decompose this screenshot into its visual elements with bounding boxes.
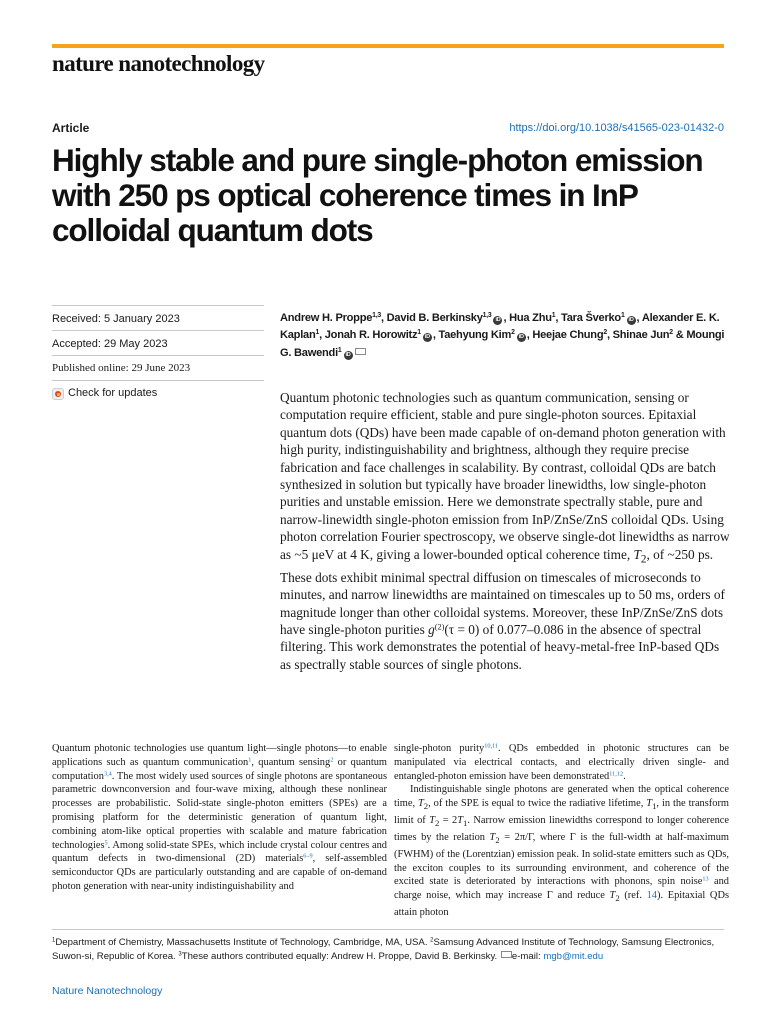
math-subscript: 2 (434, 818, 440, 829)
orcid-icon: iD (424, 334, 430, 341)
body-text: , in the transform limit of (394, 798, 729, 827)
math-subscript: 1 (652, 801, 657, 812)
math-symbol: T (418, 798, 424, 810)
footnote-divider (52, 929, 724, 930)
author-affiliation: 1 (315, 329, 320, 337)
affiliations-text (52, 937, 714, 962)
author-separator: , (432, 329, 439, 342)
body-text: . Narrow emission linewidths correspond to longer coherence times by the relation (394, 815, 729, 843)
body-text: (ref. (619, 890, 647, 902)
reference-marker: 6–9 (303, 852, 313, 860)
footer-journal-name[interactable]: Nature Nanotechnology (52, 985, 163, 997)
author-name: Jonah R. Horowitz (324, 329, 418, 342)
math-symbol: T (609, 890, 616, 902)
author-separator: , (380, 312, 387, 324)
author-separator: , (555, 312, 562, 324)
accepted-date: Accepted: 29 May 2023 (52, 338, 168, 350)
email-link[interactable]: mgb@mit.edu (543, 951, 604, 962)
abstract-superscript: (2) (434, 622, 445, 632)
author-affiliation: 2 (511, 329, 515, 337)
abstract-subscript: 2 (640, 553, 647, 566)
email-icon (501, 951, 512, 958)
abstract-text: , of ~250 ps. These dots exhibit minimal spectral diffusion on timescales of microseconds to minutes, and narrow linewidths are maintained on timescales up to 50 ms, orders of magnitude longer than other colloidal systems. Moreover, these InP/ZnSe/ZnS dots have single-photon purities (280, 546, 725, 637)
body-text: , quantum sensing (251, 756, 331, 768)
author-affiliation: 1 (620, 312, 625, 320)
author-name: Heejae Chung (532, 329, 604, 342)
author-affiliation: 2 (603, 329, 607, 337)
reference-link[interactable]: 14 (646, 890, 657, 902)
body-text: . Among solid-state SPEs, which include crystal colour centres and quantum defects in two-dimensional (2D) materials (52, 839, 387, 865)
abstract-symbol: T (633, 546, 641, 562)
author-name: Alexander E. K. Kaplan (280, 312, 720, 342)
reference-marker: 5 (104, 839, 108, 847)
body-text: = 2π/Γ, where Γ is the full-width at half-maximum (FWHM) of the (Lorentzian) emission peak. In solid-state emitters such as QDs, the exciton couples to its surrounding environment, and coherence of the excited state is deteriorated by interactions with phonons, spin noise (394, 831, 729, 888)
author-name: Shinae Jun (612, 329, 670, 342)
abstract-text: (τ = 0) of 0.077–0.086 in the absence of spectral filtering. This work demonstrates the potential of heavy-metal-free InP-based QDs as spectrally stable sources of single photons. (280, 621, 720, 672)
author-affiliation: 1 (551, 312, 556, 320)
author-affiliation: 1 (417, 329, 421, 337)
body-paragraph (394, 742, 729, 783)
author-affiliation: 1 (337, 347, 342, 355)
abstract-symbol: g (428, 621, 435, 637)
body-paragraph (394, 783, 729, 919)
reference-marker: 11,12 (609, 770, 624, 778)
math-symbol: T (429, 815, 435, 827)
abstract-text: Quantum photonic technologies such as quantum communication, sensing or computation require efficient, stable and pure single-photon sources. Epitaxial quantum dots (QDs) have been made capable of on-demand photon generation with high purity, indistinguishability and brightness, although they require precise fabrication and face challenges in scalability. By contrast, colloidal QDs are batch synthesized in solution but typically have broader linewidths, low single-photon purities and unstable emission. Here we demonstrate spectrally stable, pure and narrow-linewidth single-photon emission from InP/ZnSe/ZnS colloidal QDs. Using photon correlation Fourier spectroscopy, we observe single-dot linewidths as narrow as ~5 μeV at 4 K, giving a lower-bounded optical coherence time, (280, 390, 730, 562)
meta-divider (52, 355, 264, 356)
author-separator: , (319, 329, 325, 342)
body-text: These authors contributed equally: Andrew H. Proppe, David B. Berkinsky. (181, 951, 500, 962)
orcid-icon: iD (345, 351, 351, 358)
math-subscript: 2 (495, 835, 500, 846)
math-symbol: T (646, 798, 653, 810)
author-affiliation: 2 (669, 329, 673, 337)
body-column-right (394, 742, 729, 920)
author-separator: , (503, 312, 510, 324)
author-affiliation: 1,3 (372, 312, 381, 320)
affiliations-footnote (52, 936, 724, 964)
reference-marker: 10,11 (484, 742, 498, 750)
math-subscript: 1 (463, 818, 468, 829)
journal-name[interactable]: nature nanotechnology (52, 51, 265, 76)
orcid-icon: iD (518, 334, 524, 341)
body-text: ). Epitaxial QDs attain photon (394, 890, 729, 919)
author-name: Hua Zhu (509, 312, 552, 324)
check-for-updates-button[interactable] (52, 385, 264, 405)
author-separator: , (526, 329, 533, 342)
body-text: . QDs embedded in photonic structures can be manipulated via electrical contacts, and electrically driven single- and entangled-photon emission have been demonstrated (394, 743, 729, 782)
email-icon (355, 348, 366, 355)
body-text: single-photon purity (394, 743, 485, 754)
author-separator: , (636, 312, 642, 324)
body-column-left (52, 742, 387, 894)
body-text: , self-assembled semiconductor QDs are particularly outstanding and are capable of on-demand photon generation with near-unity indistinguishability and (52, 853, 387, 892)
received-date: Received: 5 January 2023 (52, 313, 180, 325)
header-accent-bar (52, 44, 724, 48)
abstract (280, 389, 730, 673)
affiliation-number: 2 (430, 937, 434, 944)
author-separator: , (606, 329, 613, 342)
meta-divider (52, 380, 264, 381)
body-text: . (623, 770, 626, 782)
orcid-icon: iD (628, 317, 634, 323)
affiliation-number: 3 (178, 951, 182, 958)
published-date: Published online: 29 June 2023 (52, 362, 191, 374)
meta-divider (52, 330, 264, 331)
author-name: David B. Berkinsky (386, 312, 483, 324)
article-title: Highly stable and pure single-photon emission with 250 ps optical coherence times in InP colloidal quantum dots (52, 142, 703, 248)
affiliation-number: 1 (52, 937, 56, 944)
article-type: Article (52, 121, 90, 135)
reference-marker: 2 (330, 756, 334, 764)
check-for-updates-label: Check for updates (68, 387, 158, 399)
body-text: or quantum computation (52, 756, 387, 782)
math-subscript: 2 (423, 801, 429, 812)
body-paragraph (52, 742, 387, 894)
orcid-icon: iD (495, 317, 501, 323)
body-text: . The most widely used sources of single photons are spontaneous parametric downconversion and four-wave mixing, although these nonlinear processes are probabilistic. Solid-state single-photon emitters (SPEs) are a promising platform for the deterministic generation of quantum light, combining atom-like optical properties with scalable and mature fabrication technologies (52, 770, 387, 851)
doi-link[interactable]: https://doi.org/10.1038/s41565-023-01432-0 (509, 122, 724, 134)
body-text: , of the SPE is equal to twice the radiative lifetime, (428, 798, 647, 810)
meta-divider (52, 305, 264, 306)
body-text: Indistinguishable single photons are generated when the optical coherence time, (394, 784, 729, 810)
math-symbol: T (489, 831, 496, 843)
reference-marker: 3,4 (103, 770, 112, 778)
author-list (280, 310, 730, 362)
math-subscript: 2 (615, 893, 620, 904)
body-text: and charge noise, which may increase Γ and reduce (394, 876, 729, 902)
author-name: Tara Šverko (561, 312, 621, 324)
author-name: Andrew H. Proppe (280, 312, 373, 324)
author-name: Taehyung Kim (438, 329, 512, 342)
body-text: = 2 (439, 815, 458, 827)
body-text: Samsung Advanced Institute of Technology, Samsung Electronics, Suwon-si, Republic of Korea. (52, 937, 715, 962)
author-separator: & (672, 329, 687, 342)
math-symbol: T (457, 815, 464, 827)
body-text: Quantum photonic technologies use quantum light—single photons—to enable applications such as quantum communication (52, 743, 387, 768)
crossmark-icon (52, 388, 64, 400)
author-name: Moungi G. Bawendi (280, 329, 725, 359)
email-label: e-mail: (511, 951, 544, 962)
reference-marker: 1 (248, 756, 252, 764)
reference-marker: 13 (702, 875, 709, 883)
body-text: Department of Chemistry, Massachusetts Institute of Technology, Cambridge, MA, USA. (55, 937, 431, 948)
author-affiliation: 1,3 (482, 312, 492, 320)
